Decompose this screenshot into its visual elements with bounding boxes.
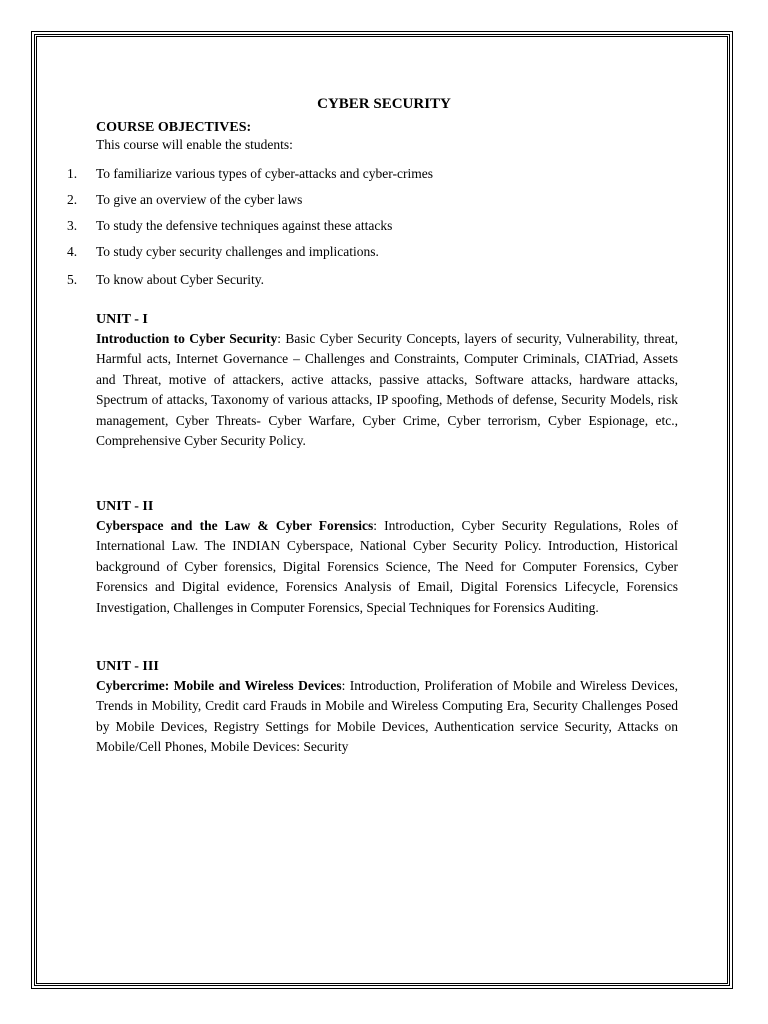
unit-heading: UNIT - III bbox=[96, 659, 159, 674]
objective-text: To study cyber security challenges and implications. bbox=[96, 244, 379, 259]
unit-heading: UNIT - II bbox=[96, 499, 154, 514]
unit-body bbox=[96, 329, 678, 451]
objective-number: 3. bbox=[67, 218, 78, 233]
unit-heading: UNIT - I bbox=[96, 312, 148, 327]
unit-content: : Introduction, Cyber Security Regulations, Roles of International Law. The INDIAN Cyberspace, National Cyber Security Policy. Introduction, Historical background of Cyber forensics, Digital Forensics Science, The Need for Computer Forensics, Cyber Forensics and Digital evidence, Forensics Analysis of Email, Digital Forensics Lifecycle, Forensics Investigation, Challenges in Computer Forensics, Special Techniques for Forensics Auditing. bbox=[96, 518, 678, 615]
objective-text: To know about Cyber Security. bbox=[96, 272, 265, 287]
objective-text: To familiarize various types of cyber-attacks and cyber-crimes bbox=[96, 166, 433, 181]
objective-number: 1. bbox=[67, 166, 78, 181]
course-objectives-intro: This course will enable the students: bbox=[96, 137, 293, 152]
objective-number: 4. bbox=[67, 244, 78, 259]
unit-topic: Cybercrime: Mobile and Wireless Devices bbox=[96, 678, 342, 693]
objective-text: To study the defensive techniques against these attacks bbox=[96, 218, 393, 233]
unit-section bbox=[96, 498, 678, 618]
unit-content: : Introduction, Proliferation of Mobile and Wireless Devices, Trends in Mobility, Credit card Frauds in Mobile and Wireless Computing Era, Security Challenges Posed by Mobile Devices, Registry Settings for Mobile Devices, Authentication service Security, Attacks on Mobile/Cell Phones, Mobile Devices: Security bbox=[96, 678, 678, 755]
unit-body bbox=[96, 516, 678, 618]
unit-content: : Basic Cyber Security Concepts, layers of security, Vulnerability, threat, Harmful acts, Internet Governance – Challenges and Constraints, Computer Criminals, CIATriad, Assets and Threat, motive of attackers, active attacks, passive attacks, Software attacks, hardware attacks, Spectrum of attacks, Taxonomy of various attacks, IP spoofing, Methods of defense, Security Models, risk management, Cyber Threats- Cyber Warfare, Cyber Crime, Cyber terrorism, Cyber Espionage, etc., Comprehensive Cyber Security Policy. bbox=[96, 331, 679, 449]
unit-topic: Cyberspace and the Law & Cyber Forensics bbox=[96, 518, 374, 533]
objective-number: 2. bbox=[67, 192, 78, 207]
objective-number: 5. bbox=[67, 272, 78, 287]
unit-topic: Introduction to Cyber Security bbox=[96, 331, 278, 346]
document-title: CYBER SECURITY bbox=[317, 96, 451, 112]
course-objectives-heading: COURSE OBJECTIVES: bbox=[96, 120, 252, 135]
unit-section bbox=[96, 311, 678, 451]
unit-section bbox=[96, 658, 678, 758]
objective-text: To give an overview of the cyber laws bbox=[96, 192, 303, 207]
unit-body bbox=[96, 676, 678, 758]
